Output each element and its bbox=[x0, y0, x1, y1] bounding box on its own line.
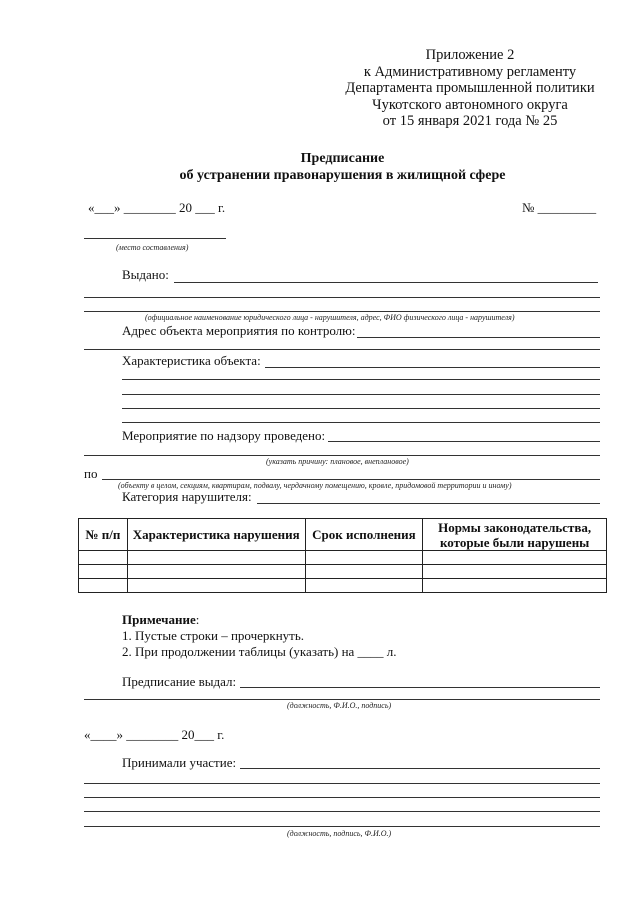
table-cell bbox=[79, 551, 128, 565]
document-title bbox=[100, 150, 585, 184]
issued-by-label: Предписание выдал: bbox=[122, 674, 237, 689]
table-cell bbox=[305, 565, 423, 579]
issued-caption: (официальное наименование юридического лица - нарушителя, адрес, ФИО физического лица - нарушителя) bbox=[145, 313, 515, 322]
table-cell bbox=[79, 579, 128, 593]
address-line-2 bbox=[84, 349, 600, 350]
note-title-row bbox=[122, 612, 397, 628]
table-cell bbox=[305, 551, 423, 565]
violations-table bbox=[78, 518, 607, 593]
event-line-1 bbox=[328, 441, 600, 442]
participants-line-2 bbox=[84, 783, 600, 784]
date-bottom: «____» ________ 20___ г. bbox=[84, 727, 225, 742]
header-line-3: Департамента промышленной политики bbox=[345, 80, 595, 96]
participants-line-5 bbox=[84, 826, 600, 827]
header-line-1: Приложение 2 bbox=[425, 47, 515, 63]
table-row bbox=[79, 579, 607, 593]
table-cell bbox=[127, 551, 305, 565]
header-line-4: Чукотского автономного округа bbox=[372, 96, 568, 113]
address-line-1 bbox=[357, 337, 600, 338]
po-line bbox=[102, 479, 600, 480]
date-top: «___» ________ 20 ___ г. bbox=[88, 200, 226, 215]
table-cell bbox=[305, 579, 423, 593]
col-header-deadline: Срок исполнения bbox=[305, 519, 423, 551]
object-line-3 bbox=[122, 394, 600, 395]
table-cell bbox=[79, 565, 128, 579]
place-caption: (место составления) bbox=[116, 243, 189, 252]
issued-line-1 bbox=[174, 282, 598, 283]
participants-line-3 bbox=[84, 797, 600, 798]
place-line bbox=[84, 238, 226, 239]
title-line-2: об устранении правонарушения в жилищной сфере bbox=[179, 168, 506, 183]
issued-line-2 bbox=[84, 297, 600, 298]
table-row bbox=[79, 565, 607, 579]
object-line-2 bbox=[122, 379, 600, 380]
participants-caption: (должность, подпись, Ф.И.О.) bbox=[287, 829, 392, 838]
address-label: Адрес объекта мероприятия по контролю: bbox=[122, 323, 356, 338]
table-cell bbox=[127, 565, 305, 579]
object-label: Характеристика объекта: bbox=[122, 353, 261, 368]
issued-by-line-2 bbox=[84, 699, 600, 700]
category-line bbox=[257, 503, 600, 504]
table-row bbox=[79, 551, 607, 565]
issued-line-3 bbox=[84, 311, 600, 312]
col-header-violation: Характеристика нарушения bbox=[127, 519, 305, 551]
category-label: Категория нарушителя: bbox=[122, 489, 252, 504]
note-item-2: 2. При продолжении таблицы (указать) на ____ л. bbox=[122, 644, 397, 659]
event-label: Мероприятие по надзору проведено: bbox=[122, 428, 326, 443]
po-label: по bbox=[84, 466, 98, 481]
participants-line-1 bbox=[240, 768, 600, 769]
table-cell bbox=[127, 579, 305, 593]
document-number: № _________ bbox=[522, 200, 597, 215]
col-header-norms: Нормы законодательства, которые были нарушены bbox=[423, 519, 607, 551]
note-title: Примечание bbox=[122, 612, 196, 627]
participants-line-4 bbox=[84, 811, 600, 812]
title-line-1: Предписание bbox=[300, 151, 385, 166]
header-line-2: к Административному регламенту bbox=[363, 63, 577, 80]
header-line-5: от 15 января 2021 года № 25 bbox=[382, 113, 558, 129]
object-line-5 bbox=[122, 422, 600, 423]
note-item-1: 1. Пустые строки – прочеркнуть. bbox=[122, 628, 305, 643]
table-header-row bbox=[79, 519, 607, 551]
object-line-4 bbox=[122, 408, 600, 409]
note-block bbox=[122, 612, 397, 660]
po-caption: (объекту в целом, секциям, квартирам, подвалу, чердачному помещению, кровле, придомовой территории и иному) bbox=[118, 481, 512, 490]
participants-label: Принимали участие: bbox=[122, 755, 237, 770]
event-caption: (указать причину: плановое, внеплановое) bbox=[266, 457, 409, 466]
col-header-number: № п/п bbox=[79, 519, 128, 551]
event-line-2 bbox=[84, 455, 600, 456]
table-cell bbox=[423, 565, 607, 579]
object-line-1 bbox=[265, 367, 600, 368]
note-colon: : bbox=[195, 612, 200, 627]
table-cell bbox=[423, 579, 607, 593]
issued-by-line-1 bbox=[240, 687, 600, 688]
table-cell bbox=[423, 551, 607, 565]
appendix-header bbox=[320, 47, 620, 130]
issued-label: Выдано: bbox=[122, 267, 169, 282]
issued-by-caption: (должность, Ф.И.О., подпись) bbox=[287, 701, 392, 710]
